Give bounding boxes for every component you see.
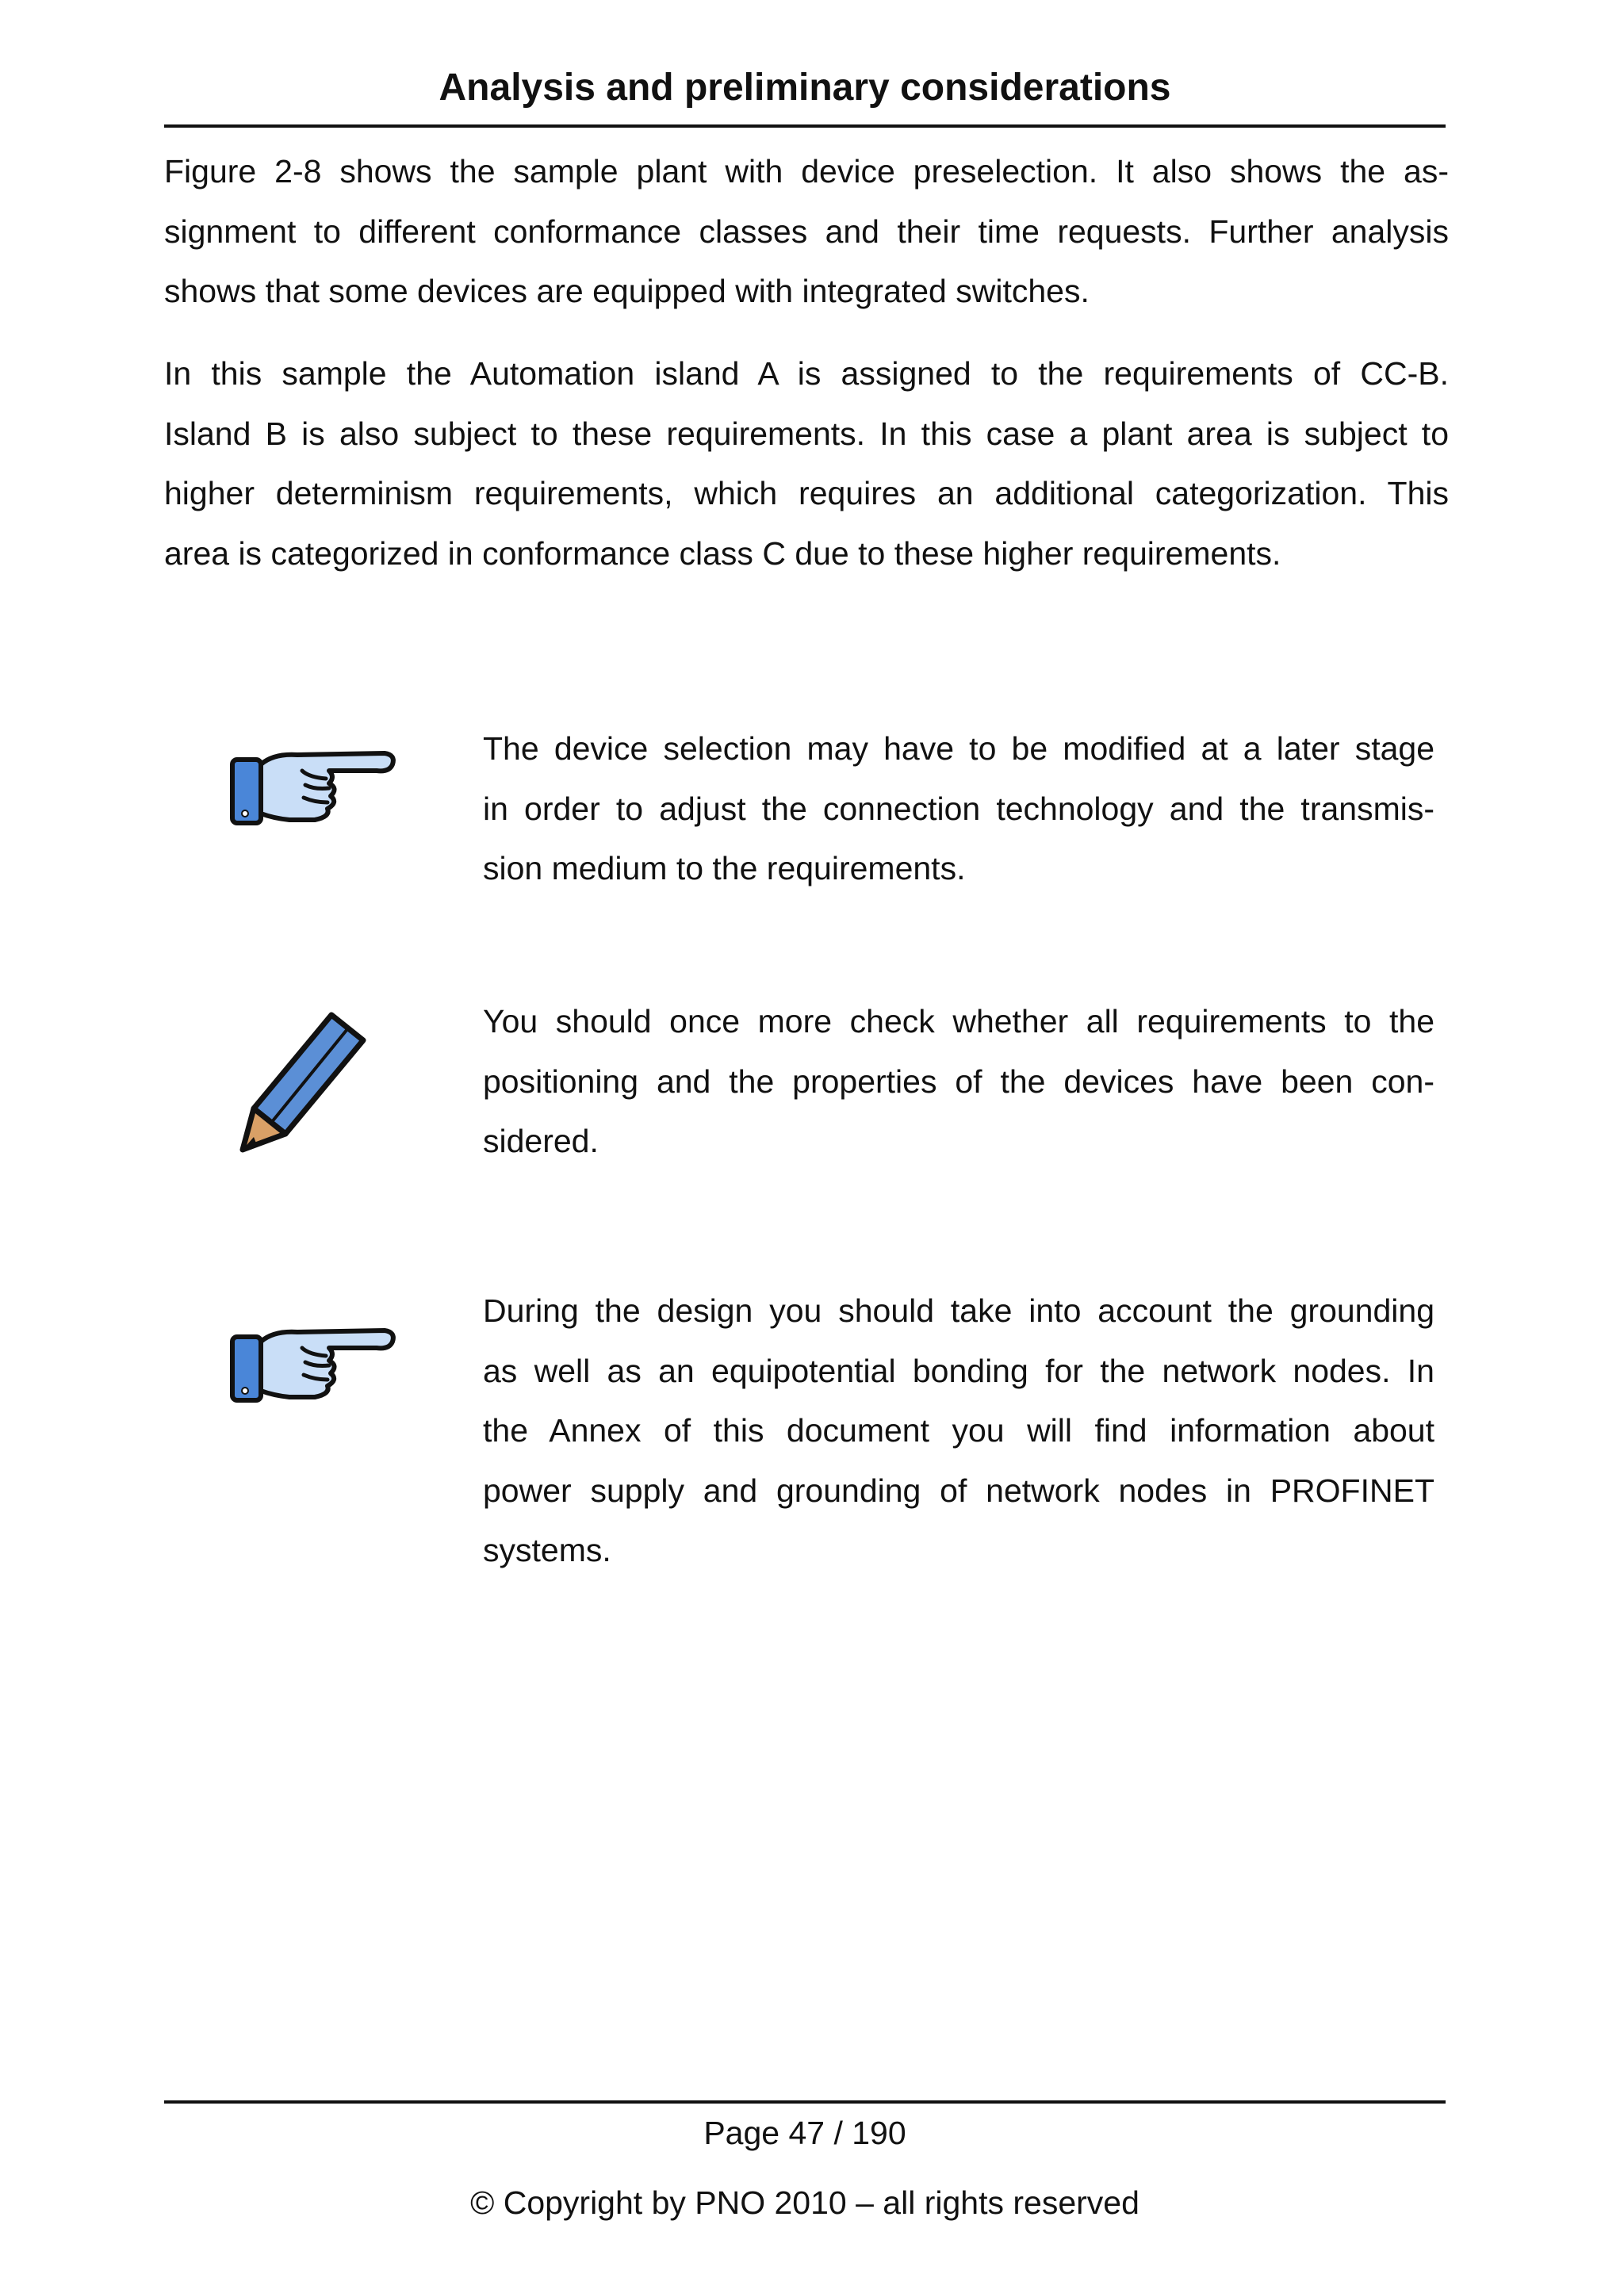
note-line: as well as an equipotential bonding for the network nodes. In [483, 1352, 1434, 1389]
note-1-text [483, 719, 1434, 899]
paragraph-line: shows that some devices are equipped with integrated switches. [164, 273, 1090, 309]
body-paragraph-2 [164, 344, 1449, 584]
note-line: the Annex of this document you will find information about [483, 1412, 1434, 1449]
body-paragraph-1 [164, 142, 1449, 322]
note-3-text [483, 1281, 1434, 1581]
paragraph-line: Figure 2-8 shows the sample plant with device preselection. It also shows the as- [164, 153, 1449, 190]
note-line: power supply and grounding of network nodes in PROFINET [483, 1472, 1434, 1509]
pencil-icon [236, 1005, 371, 1158]
note-line: During the design you should take into account the grounding [483, 1292, 1434, 1329]
paragraph-line: signment to different conformance classes and their time requests. Further analysis [164, 212, 1449, 250]
note-line: sion medium to the requirements. [483, 850, 966, 886]
note-line: sidered. [483, 1123, 599, 1159]
header-rule [164, 124, 1446, 128]
footer-rule [164, 2100, 1446, 2104]
note-line: in order to adjust the connection technology and the transmis- [483, 790, 1434, 827]
note-2-text [483, 992, 1434, 1172]
pointing-hand-icon [226, 737, 402, 837]
note-line: systems. [483, 1532, 611, 1568]
page-header-title: Analysis and preliminary considerations [439, 67, 1171, 109]
pointing-hand-icon [226, 1315, 402, 1414]
paragraph-line: Island B is also subject to these requirements. In this case a plant area is subject to [164, 415, 1449, 452]
note-line: positioning and the properties of the devices have been con- [483, 1062, 1434, 1100]
paragraph-line: area is categorized in conformance class C due to these higher requirements. [164, 534, 1281, 572]
note-line: You should once more check whether all requirements to the [483, 1003, 1434, 1039]
paragraph-line: In this sample the Automation island A is assigned to the requirements of CC-B. [164, 355, 1449, 392]
page-number: Page 47 / 190 [703, 2115, 906, 2151]
note-line: The device selection may have to be modified at a later stage [483, 730, 1434, 767]
copyright-notice: © Copyright by PNO 2010 – all rights reserved [470, 2184, 1139, 2221]
paragraph-line: higher determinism requirements, which requires an additional categorization. This [164, 475, 1449, 511]
